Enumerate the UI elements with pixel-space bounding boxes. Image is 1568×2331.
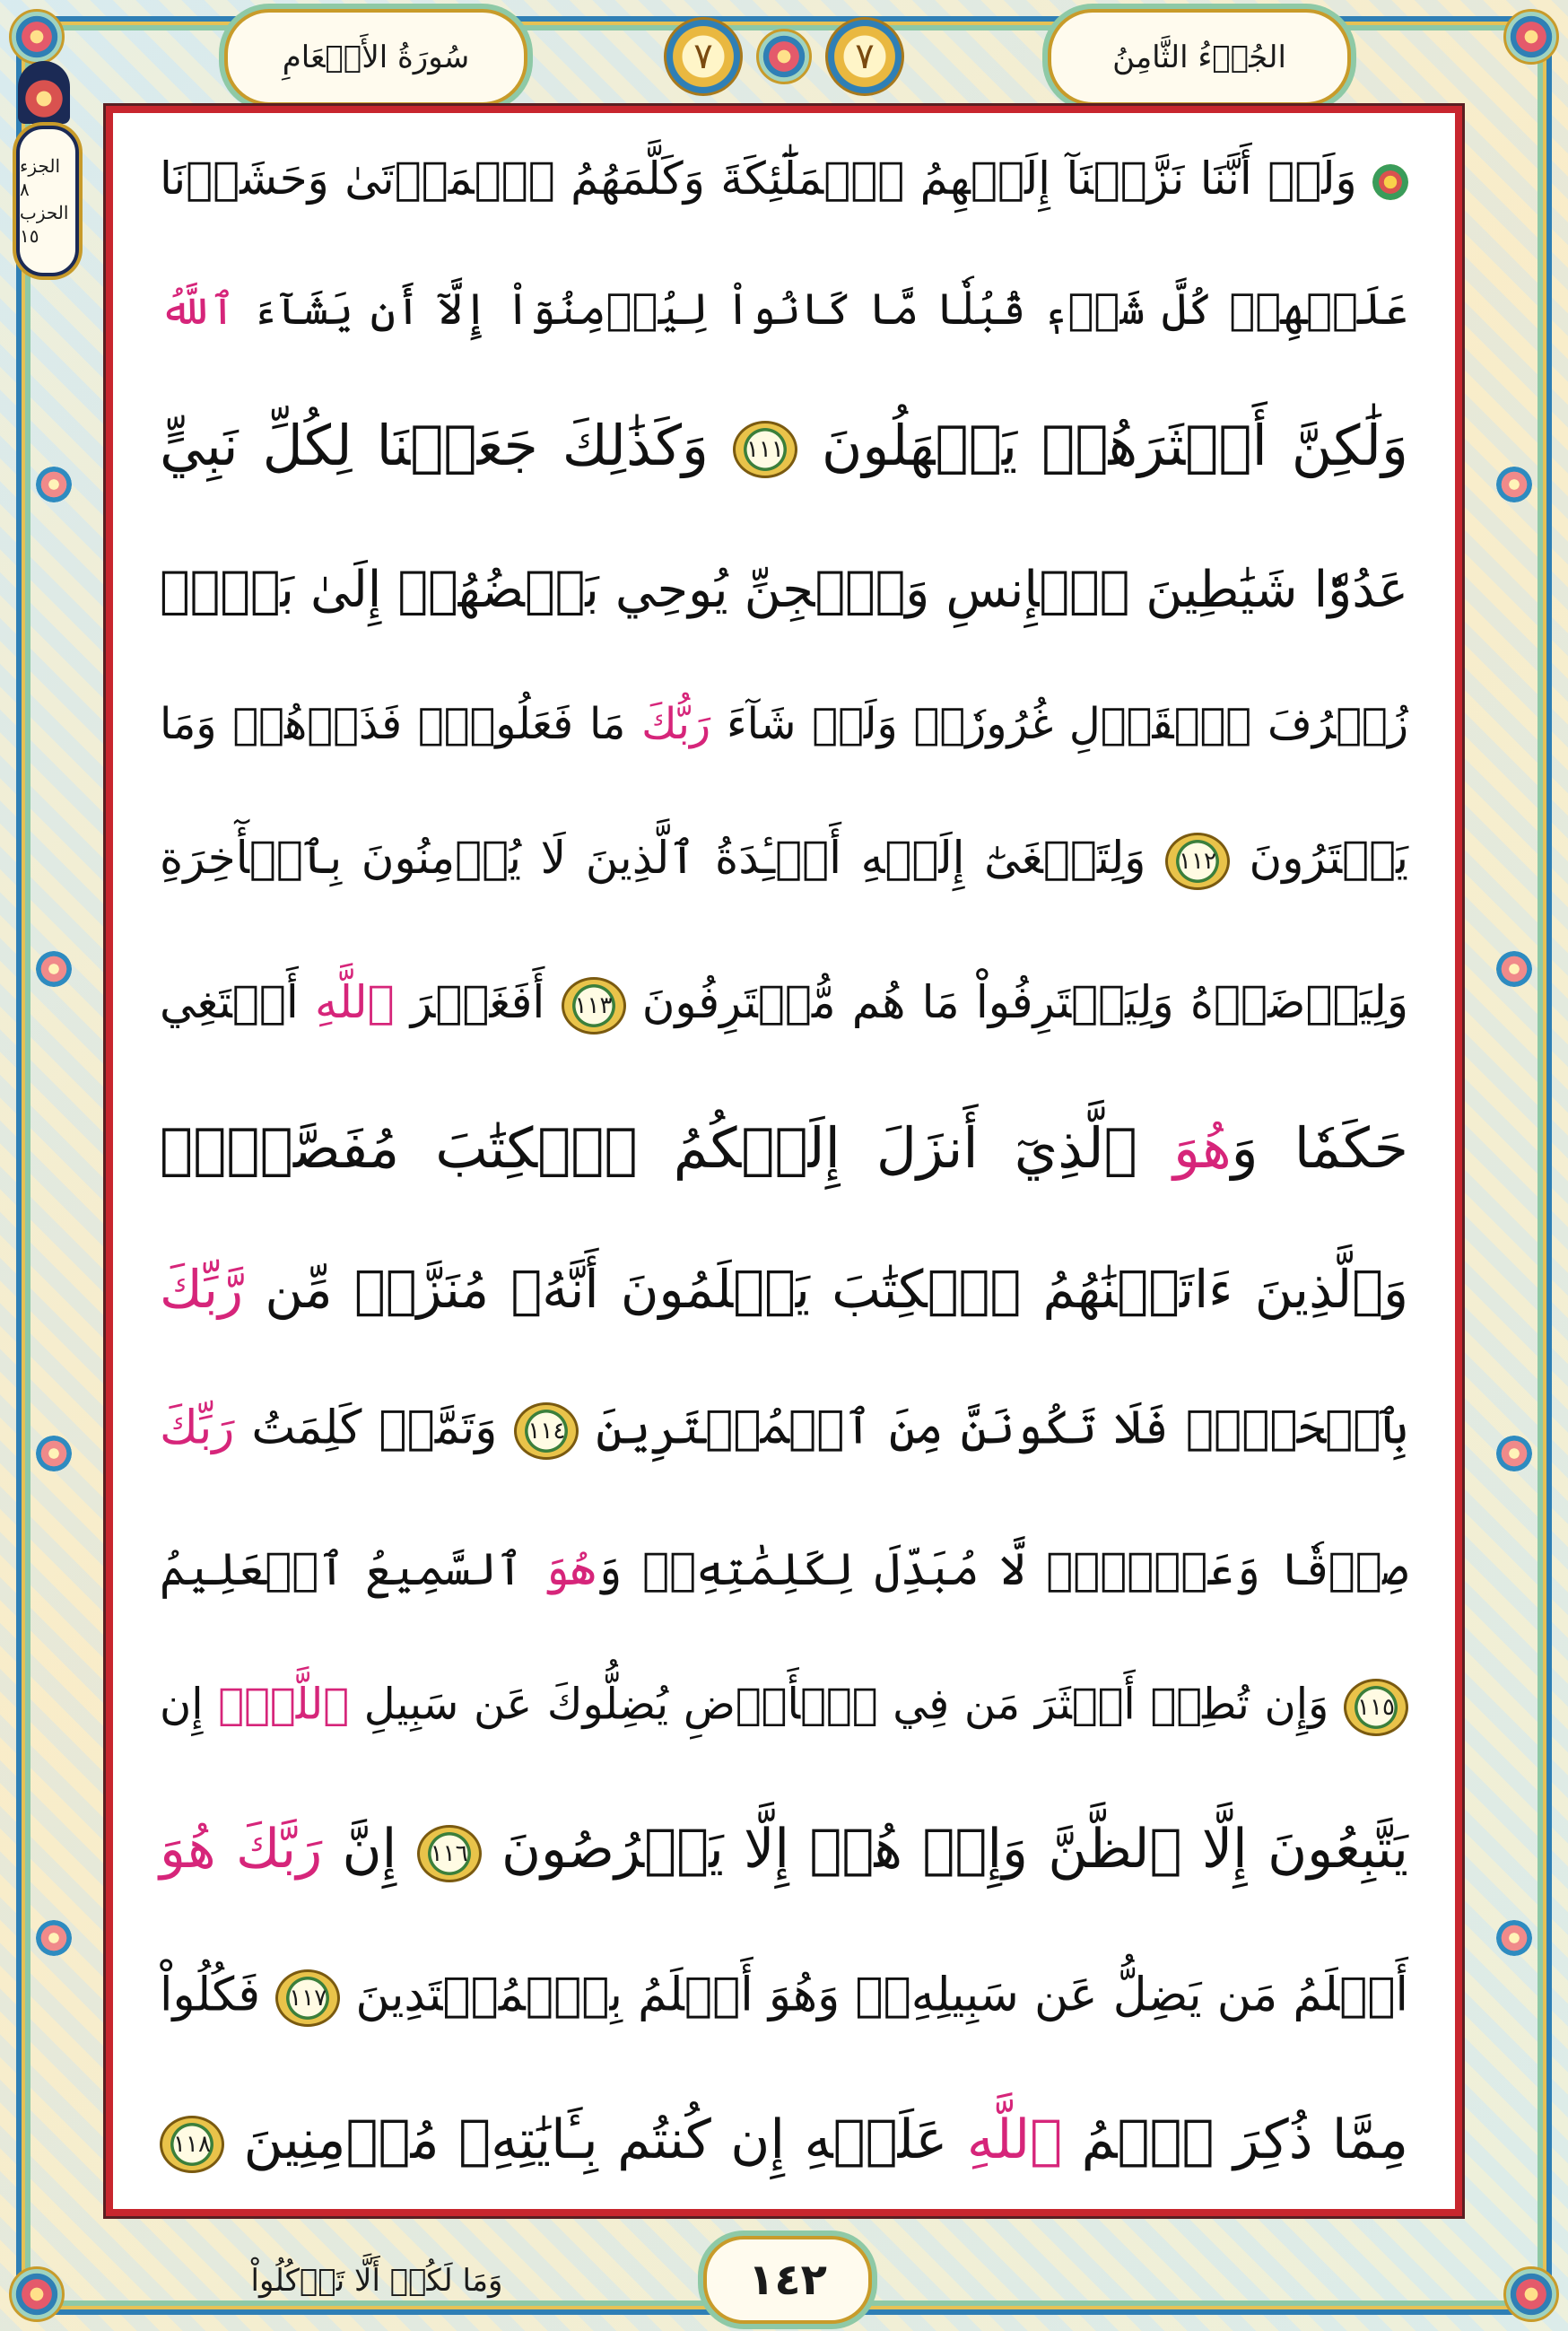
text-line [160,1259,1408,1321]
verse-text: وَلَٰكِنَّ أَكۡثَرَهُمۡ يَجۡهَلُونَ [797,412,1409,478]
divine-name: هُوَ [1172,1115,1232,1182]
text-line [160,833,1408,890]
verse-text: وَلِتَصۡغَىٰٓ إِلَيۡهِ أَفۡـِٔدَةُ ٱلَّذِينَ لَا يُؤۡمِنُونَ بِٱلۡأٓخِرَةِ [160,831,1165,884]
juz-name: الجُزۡءُ الثَّامِنُ [1112,39,1286,75]
border-flower-icon [1496,1436,1532,1471]
juz-name-plaque [1048,9,1351,106]
verse-text: وَتَمَّتۡ كَلِمَتُ [234,1401,515,1455]
divine-name: رَبَّكَ هُوَ [160,1818,323,1881]
verse-text: أَفَغَيۡرَ [394,975,562,1028]
verse-text: فَكُلُواْ [160,1968,276,2022]
text-line [160,561,1408,620]
divine-name: ٱللَّهِ [314,975,395,1028]
border-flower-icon [36,1920,72,1956]
ayah-number-marker: ١١٧ [275,1969,340,2027]
juz-medal-left: ٧ [664,17,743,96]
text-line [160,2108,1408,2172]
verse-text: ٱلَّذِيٓ أَنزَلَ إِلَيۡكُمُ ٱلۡكِتَٰبَ مُفَصَّلٗاۚ [160,1115,1173,1182]
verse-text: عَلَيۡهِمۡ كُلَّ شَيۡءٖ قُبُلٗا مَّا كَانُواْ لِيُؤۡمِنُوٓاْ إِلَّآ أَن يَشَآءَ [235,284,1409,335]
badge-ornament-icon [18,61,70,124]
ayah-number-marker: ١١٤ [514,1402,579,1460]
verse-text: وَكَذَٰلِكَ جَعَلۡنَا لِكُلِّ نَبِيٍّ [160,412,733,478]
ayah-number-marker: ١١٦ [417,1825,482,1882]
text-line [160,1679,1408,1736]
page-number [703,2236,872,2324]
verse-text: صِدۡقٗا وَعَدۡلٗاۚ لَّا مُبَدِّلَ لِكَلِمَٰتِهِۦۚ وَ [596,1542,1409,1595]
text-line [160,1402,1408,1460]
border-flower-icon [36,467,72,502]
ayah-number-marker: ١١٢ [1165,833,1230,890]
verse-text: وَلِيَرۡضَوۡهُ وَلِيَقۡتَرِفُواْ مَا هُم مُّقۡتَرِفُونَ [625,975,1408,1028]
verse-text: أَعۡلَمُ مَن يَضِلُّ عَن سَبِيلِهِۦۖ وَهُوَ أَعۡلَمُ بِٱلۡمُهۡتَدِينَ [340,1968,1409,2022]
text-line [160,1542,1409,1595]
verse-text: عَلَيۡهِ إِن كُنتُم بِـَٔايَٰتِهِۦ مُؤۡمِنِينَ [224,2108,967,2172]
verse-text: أَبۡتَغِي [160,975,315,1028]
surah-name-plaque [224,9,527,106]
surah-name: سُورَةُ الأَنۡعَامِ [282,39,470,75]
text-line [160,412,1409,479]
corner-rosette-icon [9,9,65,65]
ayah-number-marker: ١١٥ [1344,1679,1408,1736]
corner-rosette-icon [1503,9,1559,65]
center-rosette-icon [756,29,812,84]
text-line [160,977,1408,1035]
quran-text-panel [106,106,1462,2216]
text-line [160,153,1408,205]
divine-name: رَّبِّكَ [160,1259,244,1321]
ayah-number-marker: ١١١ [733,421,797,478]
juz-medal-right: ٧ [825,17,904,96]
border-flower-icon [1496,467,1532,502]
text-line [160,1818,1408,1881]
text-lines [160,153,1409,2173]
divine-name: ٱللَّهِۚ [218,1679,350,1730]
divine-name: رَبُّكَ [641,699,711,750]
text-line [160,1115,1408,1182]
verse-text: زُخۡرُفَ ٱلۡقَوۡلِ غُرُورٗاۚ وَلَوۡ شَآءَ [710,699,1408,750]
verse-text: وَإِن تُطِعۡ أَكۡثَرَ مَن فِي ٱلۡأَرۡضِ يُضِلُّوكَ عَن سَبِيلِ [349,1679,1344,1730]
verse-text: مَا فَعَلُوهُۖ فَذَرۡهُمۡ وَمَا [160,699,642,750]
catchword-text: وَمَا لَكُمۡ أَلَّا تَأۡكُلُواْ [250,2263,503,2299]
verse-text: عَدُوّٗا شَيَٰطِينَ ٱلۡإِنسِ وَٱلۡجِنِّ يُوحِي بَعۡضُهُمۡ إِلَىٰ بَعۡضٖ [160,561,1408,620]
verse-text: إِنَّ [322,1818,417,1881]
divine-name: هُوَ [543,1542,597,1595]
verse-text: مِمَّا ذُكِرَ ٱسۡمُ [1062,2108,1408,2172]
text-line [160,699,1408,750]
rub-el-hizb-icon [1372,164,1408,200]
border-flower-icon [1496,1920,1532,1956]
divine-name: ٱللَّهِ [966,2108,1063,2172]
juz-medals [664,16,904,97]
catchword [224,2243,529,2318]
verse-text: ٱلسَّمِيعُ ٱلۡعَلِيمُ [160,1542,544,1595]
border-flower-icon [1496,951,1532,987]
juz-hizb-badge [16,126,79,276]
divine-name: رَبِّكَ [160,1401,235,1455]
juz-label: الجزء ٨ [20,155,60,200]
page-number-text: ١٤٢ [748,2255,827,2305]
verse-text: حَكَمٗا وَ [1231,1115,1408,1182]
border-flower-icon [36,951,72,987]
text-line [160,1969,1408,2027]
corner-rosette-icon [9,2266,65,2322]
verse-text: وَٱلَّذِينَ ءَاتَيۡنَٰهُمُ ٱلۡكِتَٰبَ يَعۡلَمُونَ أَنَّهُۥ مُنَزَّلٞ مِّن [243,1259,1408,1321]
border-flower-icon [36,1436,72,1471]
verse-text: وَلَوۡ أَنَّنَا نَزَّلۡنَآ إِلَيۡهِمُ ٱلۡمَلَٰٓئِكَةَ وَكَلَّمَهُمُ ٱلۡمَوۡتَىٰ وَحَشَرۡنَا [160,153,1372,205]
text-line [160,284,1409,335]
hizb-label: الحزب ١٥ [20,202,69,247]
divine-name: ٱللَّهُ [160,284,236,335]
ayah-number-marker: ١١٨ [160,2116,224,2173]
verse-text: إِن [160,1679,219,1730]
corner-rosette-icon [1503,2266,1559,2322]
verse-text: يَتَّبِعُونَ إِلَّا ٱلظَّنَّ وَإِنۡ هُمۡ إِلَّا يَخۡرُصُونَ [481,1818,1408,1881]
ayah-number-marker: ١١٣ [562,977,626,1035]
verse-text: بِٱلۡحَقِّۖ فَلَا تَكُونَنَّ مِنَ ٱلۡمُمۡتَرِينَ [579,1401,1408,1455]
verse-text: يَفۡتَرُونَ [1229,831,1409,884]
